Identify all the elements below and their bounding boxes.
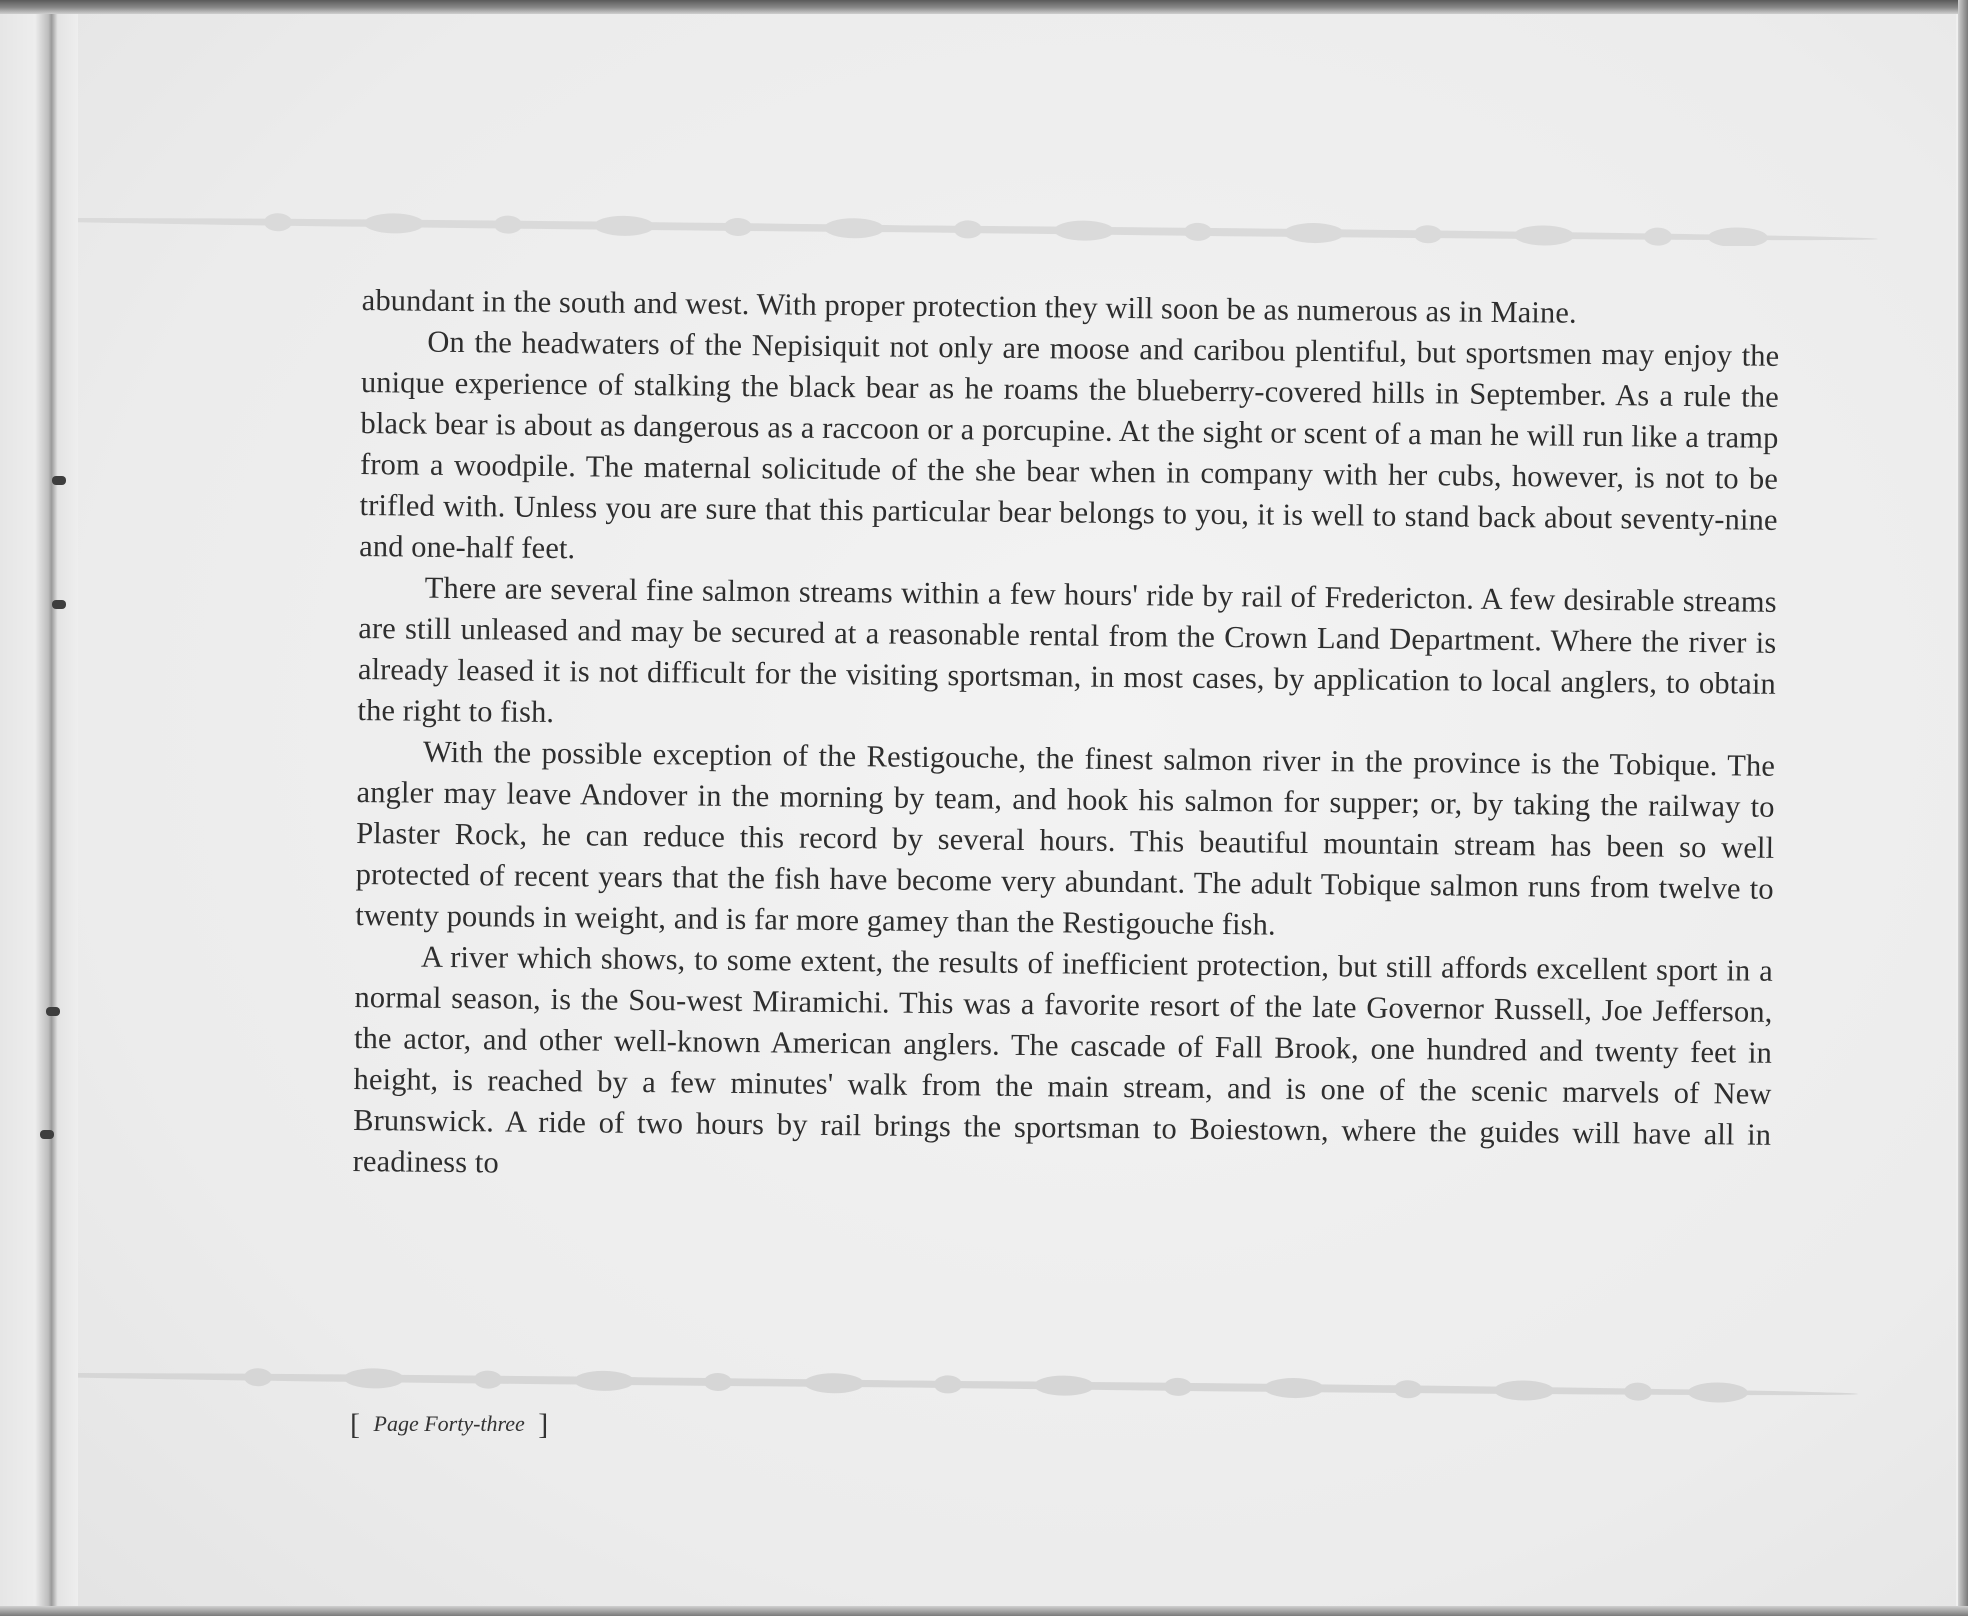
paragraph: A river which shows, to some extent, the results of inefficient protection, but still affords excellent sport in a normal season, is the Sou-west Miramichi. This was a favorite resort of the late Governor Russell, Joe Jefferson, the actor, and other well-known American anglers. The cascade of Fall Brook, one hundred and twenty feet in height, is reached by a few minutes' walk from the main stream, and is one of the scenic marvels of New Brunswick. A ride of two hours by rail brings the sportsman to Boiestown, where the guides will have all in readiness to [352,939,1774,1180]
binding-mark [52,600,66,609]
folio-close-bracket: ] [538,1408,549,1441]
paragraph: With the possible exception of the Restigouche, the finest salmon river in the province is the Tobique. The angler may leave Andover in the morning by team, and hook his salmon for supper; or, by taking the railway to Plaster Rock, he can reduce this record by several hours. This beautiful mountain stream has been so well protected of recent years that the fish have become very abundant. The adult Tobique salmon runs from twelve to twenty pounds in weight, and is far more gamey than the Restigouche fish. [355,734,1776,942]
binding-mark [46,1007,60,1016]
body-text [353,280,1780,1197]
folio-label: Page Forty-three [373,1411,525,1436]
scan-bottom-edge [0,1606,1968,1616]
scan-top-edge [0,0,1968,14]
top-ornamental-rule [78,206,1956,232]
book-spine [0,0,78,1616]
binding-mark [40,1130,54,1139]
binding-mark [52,476,66,485]
paragraph: There are several fine salmon streams within a few hours' ride by rail of Fredericton. A few desirable streams are still unleased and may be secured at a reasonable rental from the Crown Land Department. Where the river is already leased it is not difficult for the visiting sportsman, in most cases, by application to local anglers, to obtain the right to fish. [357,570,1777,730]
folio-open-bracket: [ [350,1408,360,1441]
page-sheet [78,10,1956,1606]
paragraph: On the headwaters of the Nepisiquit not only are moose and caribou plentiful, but sportsmen may enjoy the unique experience of stalking the black bear as he roams the blueberry-covered hills in September. As a rule the black bear is about as dangerous as a raccoon or a porcupine. At the sight or scent of a man he will run like a tramp from a woodpile. The maternal solicitude of the she bear when in company with her cubs, however, is not to be trifled with. Unless you are sure that this particular bear belongs to you, it is well to stand back about seventy-nine and one-half feet. [359,324,1780,566]
paragraph: abundant in the south and west. With proper protection they will soon be as numerous as in Maine. [361,282,1577,330]
page-number [350,1408,548,1442]
scan-right-edge [1958,0,1968,1616]
bottom-ornamental-rule [78,1363,1956,1389]
